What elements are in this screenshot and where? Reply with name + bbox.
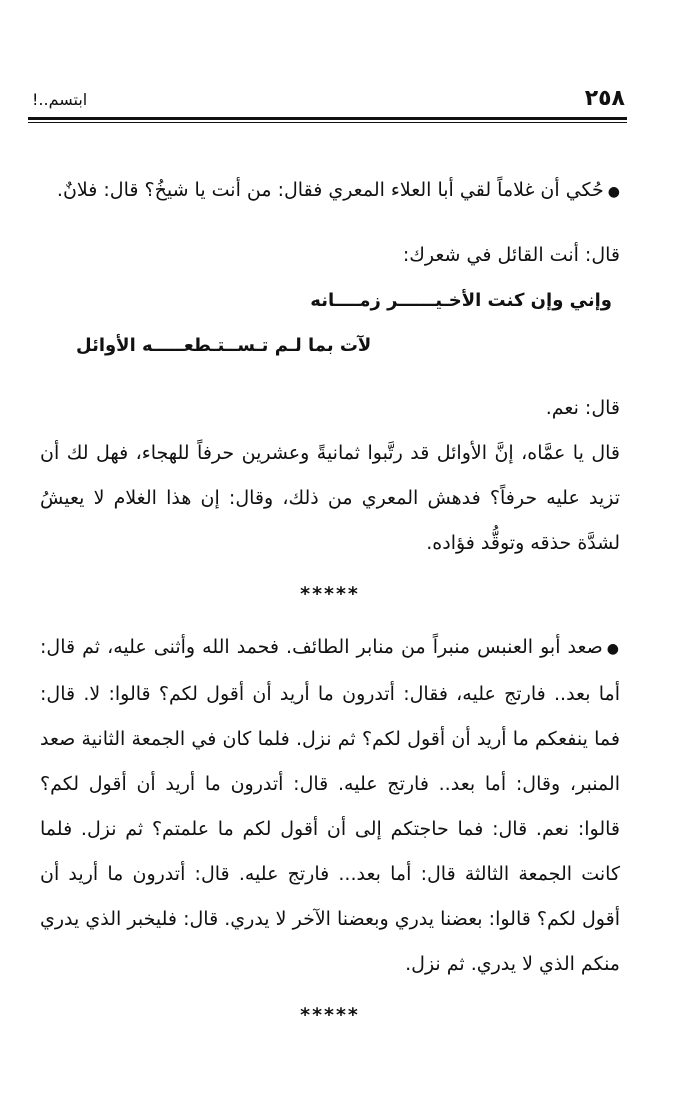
story2-text: صعد أبو العنبس منبراً من منابر الطائف. فحمد الله وأثنى عليه، ثم قال: أما بعد.. فارتج عليه، فقال: أتدرون ما أريد أن أقول لكم؟ قالوا: لا. قال: فما ينفعكم ما أريد أن أقول لكم؟ ثم نزل. فلما كان في الجمعة الثانية صعد المنبر، وقال: أما بعد.. فارتج عليه. قال: أتدرون ما أريد أن أقول لكم؟ قالوا: نعم. قال: فما حاجتكم إلى أن أقول لكم ما علمتم؟ ثم نزل. فلما كانت الجمعة الثالثة قال: أما بعد... فارتج عليه. قال: أتدرون ما أريد أن أقول لكم؟ قالوا: بعضنا يدري وبعضنا الآخر لا يدري. قال: فليخبر الذي يدري منكم الذي لا يدري. ثم نزل.	[40, 636, 620, 975]
story1-answer: قال: نعم.	[545, 397, 620, 419]
verse-line-1: وإني وإن كنت الأخـيــــــر زمــــانه	[310, 290, 612, 311]
story1-question: قال: أنت القائل في شعرك:	[402, 244, 620, 266]
running-title: ابتسم..!	[32, 90, 88, 109]
page-body	[40, 168, 620, 1046]
header-rule-thick	[28, 117, 627, 120]
header-rule-thin	[28, 122, 627, 123]
separator-stars-1: *****	[300, 583, 360, 605]
separator-stars-2: *****	[300, 1004, 360, 1026]
bullet-icon: ●	[606, 641, 620, 657]
bullet-icon: ●	[607, 184, 620, 200]
story2-paragraph	[40, 625, 620, 987]
verse-line-2: لآت بما لـم تـســتـطعـــــه الأوائل	[76, 335, 372, 356]
story1-intro-text: حُكي أن غلاماً لقي أبا العلاء المعري فقال: من أنت يا شيخُ؟ قال: فلانٌ.	[56, 179, 604, 201]
story1-closing: قال يا عمَّاه، إنَّ الأوائل قد رتَّبوا ثمانيةً وعشرين حرفاً للهجاء، فهل لك أن تزيد عليه حرفاً؟ فدهش المعري من ذلك، وقال: إن هذا الغلام لا يعيشُ لشدَّة حذقه وتوقُّد فؤاده.	[40, 442, 620, 554]
page-header	[32, 86, 625, 114]
page-number: ٢٥٨	[584, 86, 625, 111]
story1-intro	[40, 168, 620, 215]
